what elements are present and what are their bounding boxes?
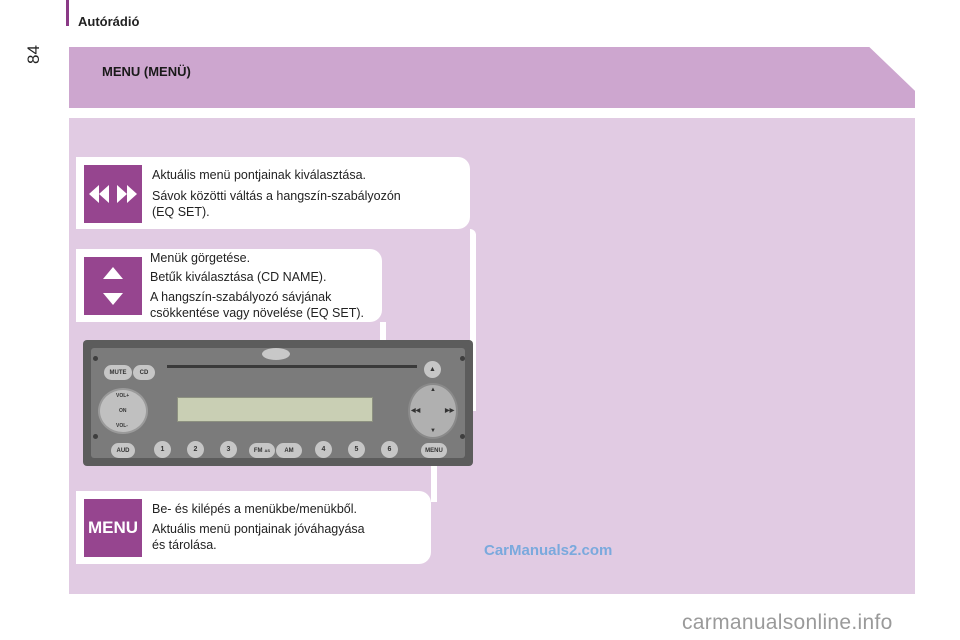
section-header: Autórádió <box>78 14 140 29</box>
am-button[interactable]: AM <box>276 443 302 458</box>
vol-down-label: VOL- <box>116 423 128 429</box>
aud-button[interactable]: AUD <box>111 443 135 458</box>
card3-line-2: Aktuális menü pontjainak jóváhagyása <box>152 522 365 536</box>
preset-4-button[interactable]: 4 <box>315 441 332 458</box>
screw-br <box>460 434 465 439</box>
as-label: AS <box>264 448 271 453</box>
brand-logo <box>262 348 290 360</box>
preset-2-button[interactable]: 2 <box>187 441 204 458</box>
fm-label: FM <box>253 447 263 454</box>
side-accent-bar <box>66 0 69 26</box>
on-label: ON <box>119 408 127 414</box>
card3-line-3: és tárolása. <box>152 538 217 552</box>
eject-button[interactable]: ▲ <box>424 361 441 378</box>
screw-bl <box>93 434 98 439</box>
arrows-left-right-icon <box>84 165 142 223</box>
card1-line-2: Sávok közötti váltás a hangszín-szabályozón <box>152 189 401 203</box>
cd-button[interactable]: CD <box>133 365 155 380</box>
cd-slot <box>167 365 417 368</box>
watermark-carmanuals2: CarManuals2.com <box>484 542 613 559</box>
menu-icon-label: MENU <box>87 518 139 537</box>
preset-6-button[interactable]: 6 <box>381 441 398 458</box>
screw-tr <box>460 356 465 361</box>
watermark-carmanualsonline: carmanualsonline.info <box>682 611 893 634</box>
nav-right-arrow[interactable]: ▶▶ <box>445 408 455 414</box>
card2-line-1: Menük görgetése. <box>150 251 251 265</box>
radio-display <box>177 397 373 422</box>
title-band <box>69 47 915 108</box>
arrows-up-down-icon <box>84 257 142 315</box>
page-title: MENU (MENÜ) <box>102 64 191 79</box>
nav-left-arrow[interactable]: ◀◀ <box>411 408 421 414</box>
card3-line-1: Be- és kilépés a menükbe/menükből. <box>152 502 357 516</box>
nav-down-arrow[interactable]: ▼ <box>430 428 436 434</box>
connector-card3 <box>431 462 437 502</box>
fm-button[interactable] <box>249 443 275 458</box>
card2-line-2: Betűk kiválasztása (CD NAME). <box>150 270 327 284</box>
mute-button[interactable]: MUTE <box>104 365 132 380</box>
preset-3-button[interactable]: 3 <box>220 441 237 458</box>
preset-5-button[interactable]: 5 <box>348 441 365 458</box>
nav-up-arrow[interactable]: ▲ <box>430 387 436 393</box>
card2-line-3: A hangszín-szabályozó sávjának <box>150 290 332 304</box>
card2-line-4: csökkentése vagy növelése (EQ SET). <box>150 306 364 320</box>
menu-button[interactable]: MENU <box>421 443 447 458</box>
card1-line-1: Aktuális menü pontjainak kiválasztása. <box>152 168 367 182</box>
menu-button-icon <box>84 499 142 557</box>
page-number: 84 <box>24 45 43 64</box>
screw-tl <box>93 356 98 361</box>
preset-1-button[interactable]: 1 <box>154 441 171 458</box>
card1-line-3: (EQ SET). <box>152 205 210 219</box>
vol-up-label: VOL+ <box>116 393 130 399</box>
